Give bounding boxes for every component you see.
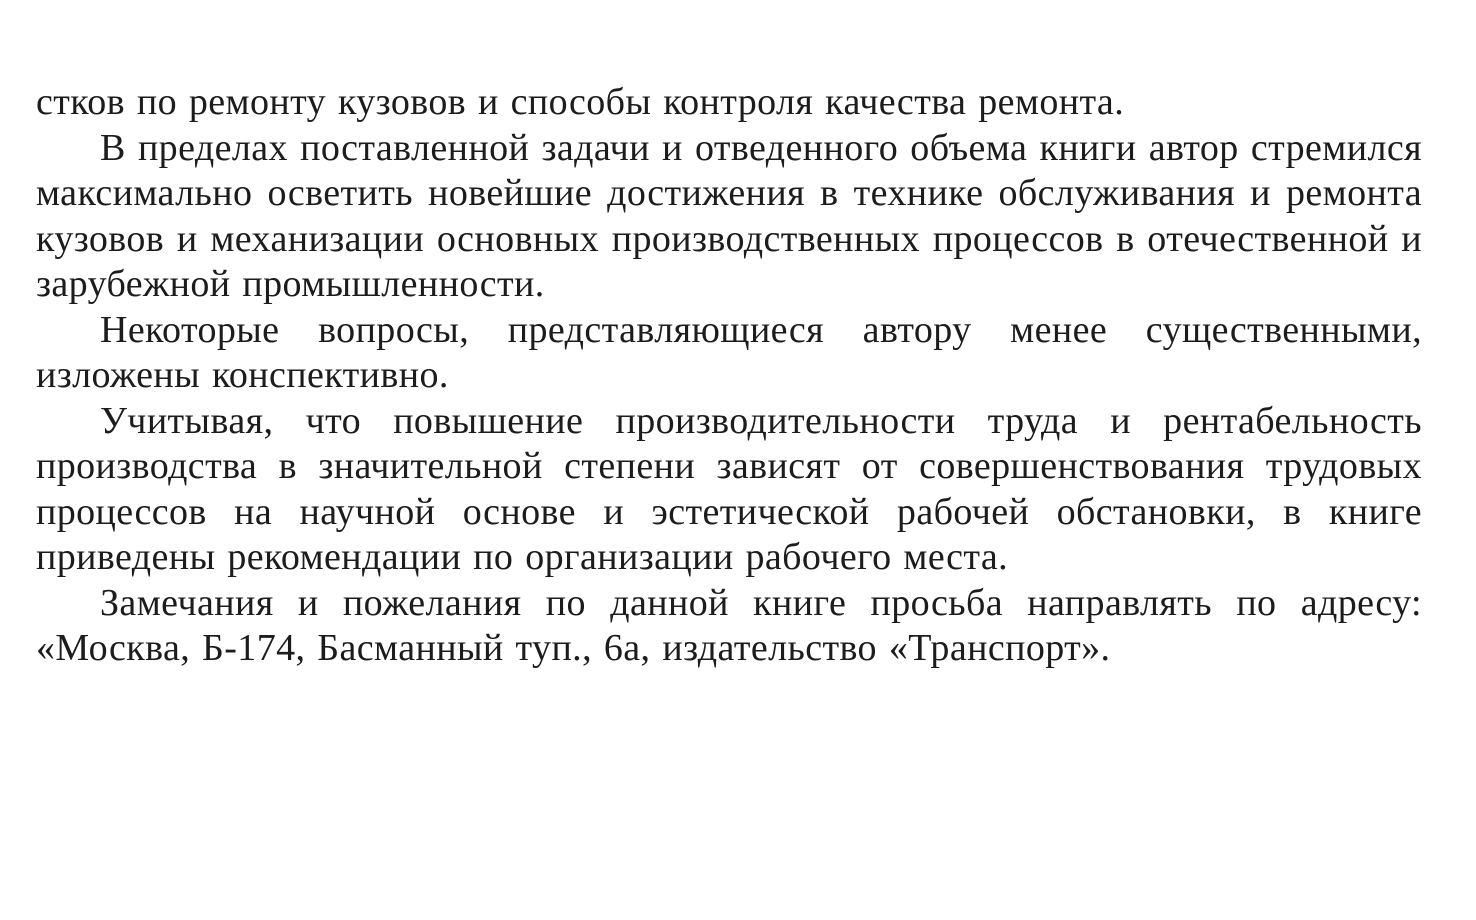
page-body bbox=[36, 80, 1422, 672]
paragraph-workplace: Учитывая, что повышение производительности труда и рентабельность производства в значительной степени зависят от совершенствования трудовых процессов на научной основе и эстетической рабочей обстановки, в книге приведены рекомендации по организации рабочего места. bbox=[36, 399, 1422, 578]
paragraph-continuation: стков по ремонту кузовов и способы контроля качества ремонта. bbox=[36, 81, 1125, 123]
paragraph-brief-topics: Некоторые вопросы, представляющиеся автору менее существенными, изложены конспективно. bbox=[36, 308, 1422, 396]
paragraph-scope: В пределах поставленной задачи и отведенного объема книги автор стремился максимально осветить новейшие достижения в технике обслуживания и ремонта кузовов и механизации основных производственных процессов в отечественной и зарубежной промышленности. bbox=[36, 126, 1422, 305]
paragraph-feedback-address: Замечания и пожелания по данной книге просьба направлять по адресу: «Москва, Б-174, Басманный туп., 6а, издательство «Транспорт». bbox=[36, 581, 1422, 669]
